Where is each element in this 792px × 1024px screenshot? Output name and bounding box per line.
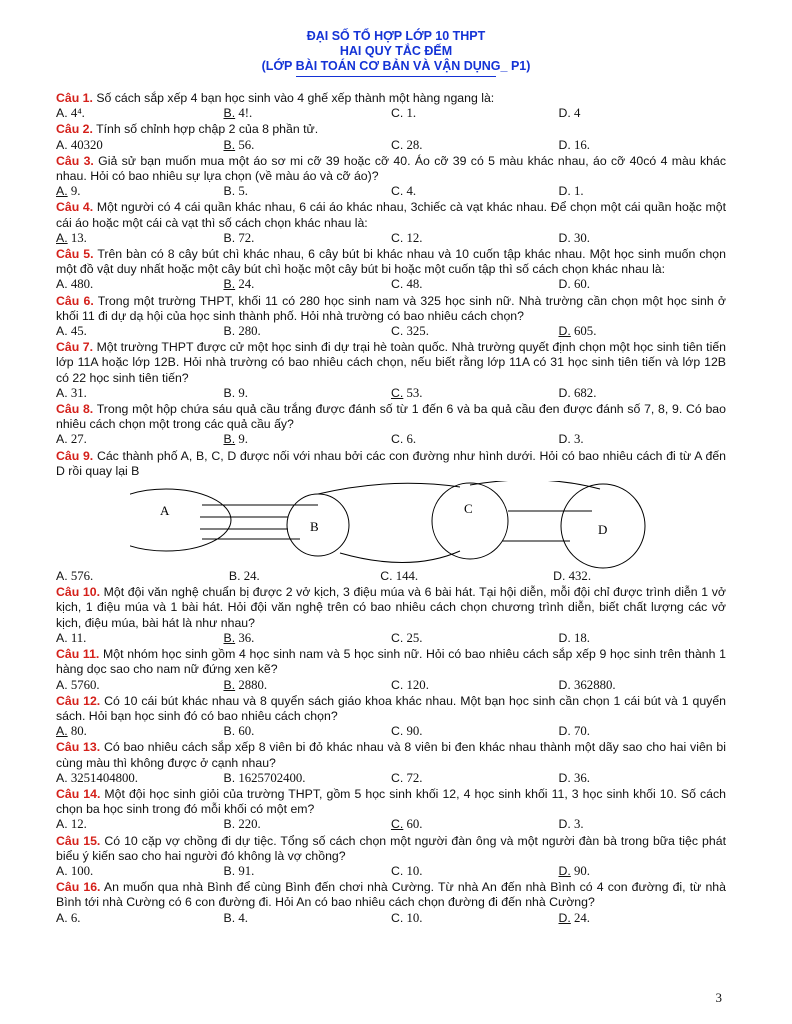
option-letter: D. xyxy=(558,432,571,447)
option-letter: C. xyxy=(380,569,393,584)
option-value: 28. xyxy=(403,137,423,152)
answer-options xyxy=(56,724,726,739)
option-b xyxy=(224,106,392,121)
option-value: 4⁴. xyxy=(67,106,85,121)
question-stem: Có bao nhiêu cách sắp xếp 8 viên bi đỏ khác nhau và 8 viên bi đen khác nhau thành một dãy sao cho hai viên bi cùng màu thì không được ở cạnh nhau? xyxy=(56,740,726,770)
answer-options xyxy=(56,231,726,246)
option-value: 60. xyxy=(570,277,591,292)
question-stem: Giả sử bạn muốn mua một áo sơ mi cỡ 39 hoặc cỡ 40. Áo cỡ 39 có 5 màu khác nhau, áo cỡ 40có 4 màu khác nhau. Hỏi có bao nhiêu sự lựa chọn (về màu áo và cỡ áo)? xyxy=(56,153,726,184)
option-letter: D. xyxy=(558,324,571,339)
answer-options xyxy=(56,864,726,879)
option-letter: C. xyxy=(391,817,404,832)
question-text xyxy=(56,585,726,631)
option-c xyxy=(391,631,559,646)
option-letter: D. xyxy=(558,677,571,692)
option-value: 70. xyxy=(570,724,591,739)
option-a xyxy=(56,911,224,926)
option-a xyxy=(56,771,224,786)
option-value: 36. xyxy=(570,770,591,785)
question-text xyxy=(56,694,726,724)
option-value: 4 xyxy=(570,106,581,121)
option-b xyxy=(224,911,392,926)
option-letter: C. xyxy=(391,385,404,400)
option-value: 40320 xyxy=(67,137,103,152)
option-d xyxy=(559,864,727,879)
option-a xyxy=(56,324,224,339)
question-5 xyxy=(56,247,726,293)
option-d xyxy=(553,569,726,584)
option-b xyxy=(224,138,392,153)
question-list xyxy=(56,91,726,927)
option-letter: D. xyxy=(558,385,571,400)
city-label-a: A xyxy=(160,503,170,519)
option-value: 12. xyxy=(67,817,87,832)
question-12 xyxy=(56,694,726,740)
question-stem: Trên bàn có 8 cây bút chì khác nhau, 6 cây bút bi khác nhau và 10 cuốn tập khác nhau. Một học sinh muốn chọn một đồ vật duy nhất hoặc một cây bút chì hoặc một cây bút bi hoặc một cuốn tập thì số cách chọn khác nhau là: xyxy=(56,247,726,277)
option-value: 72. xyxy=(403,770,423,785)
option-value: 9. xyxy=(67,184,81,199)
question-16 xyxy=(56,880,726,926)
answer-options xyxy=(56,432,726,447)
question-stem: Tính số chỉnh hợp chập 2 của 8 phần tử. xyxy=(92,122,319,137)
question-text xyxy=(56,740,726,770)
question-number: Câu 10. xyxy=(56,585,100,600)
option-letter: C. xyxy=(391,137,404,152)
option-value: 1. xyxy=(403,106,417,121)
option-value: 6. xyxy=(67,910,81,925)
option-letter: B. xyxy=(223,385,236,400)
option-value: 13. xyxy=(67,230,87,245)
option-letter: B. xyxy=(223,184,236,199)
question-1 xyxy=(56,91,726,121)
option-a xyxy=(56,184,224,199)
option-b xyxy=(224,231,392,246)
option-value: 3251404800. xyxy=(67,770,139,785)
option-letter: A. xyxy=(56,137,68,152)
option-letter: B. xyxy=(223,863,236,878)
question-text xyxy=(56,91,726,106)
city-label-c: C xyxy=(464,501,473,517)
option-a xyxy=(56,678,224,693)
answer-options xyxy=(56,386,726,401)
option-value: 25. xyxy=(403,630,423,645)
option-letter: D. xyxy=(553,569,566,584)
option-letter: B. xyxy=(223,724,236,739)
option-value: 605. xyxy=(570,324,597,339)
document-header xyxy=(0,29,792,77)
option-c xyxy=(391,724,559,739)
option-a xyxy=(56,106,224,121)
option-d xyxy=(559,106,727,121)
option-value: 280. xyxy=(235,324,261,339)
option-value: 48. xyxy=(403,277,423,292)
option-letter: B. xyxy=(223,817,236,832)
option-value: 24. xyxy=(570,910,591,925)
option-d xyxy=(559,724,727,739)
answer-options xyxy=(56,569,726,584)
question-15 xyxy=(56,834,726,880)
option-value: 90. xyxy=(570,863,591,878)
option-a xyxy=(56,864,224,879)
option-value: 1. xyxy=(570,184,584,199)
question-stem: Có 10 cặp vợ chồng đi dự tiệc. Tổng số cách chọn một người đàn ông và một người đàn bà trong bữa tiệc phát biểu ý kiến sao cho hai người đó không là vợ chồng? xyxy=(56,833,726,863)
question-13 xyxy=(56,740,726,786)
option-c xyxy=(391,911,559,926)
option-letter: A. xyxy=(56,432,68,447)
option-letter: A. xyxy=(56,324,68,339)
option-letter: A. xyxy=(56,385,68,400)
option-value: 11. xyxy=(67,630,87,645)
option-letter: A. xyxy=(56,630,68,645)
option-b xyxy=(224,817,392,832)
option-letter: D. xyxy=(558,106,571,121)
option-c xyxy=(391,231,559,246)
question-stem: An muốn qua nhà Bình để cùng Bình đến chơi nhà Cường. Từ nhà An đến nhà Bình có 4 con đường đi, từ nhà Bình tới nhà Cường có 6 con đường đi. Hỏi An có bao nhiêu cách chọn đường đi đến nhà Cường? xyxy=(56,880,726,910)
option-value: 3. xyxy=(570,817,584,832)
option-value: 27. xyxy=(67,432,87,447)
city-label-d: D xyxy=(598,522,608,538)
question-stem: Một đội văn nghệ chuẩn bị được 2 vở kịch, 3 điệu múa và 6 bài hát. Tại hội diễn, mỗi đội chỉ được trình diễn 1 vở kịch, 1 điệu múa và 1 bài hát. Hỏi đội văn nghệ trên có bao nhiêu cách chọn chương trình diễn, biết chất lượng các vở kịch, điệu múa, bài hát là như nhau? xyxy=(56,585,726,630)
answer-options xyxy=(56,277,726,292)
question-6 xyxy=(56,294,726,340)
option-letter: A. xyxy=(56,277,68,292)
option-letter: D. xyxy=(558,230,571,245)
option-letter: C. xyxy=(391,432,404,447)
option-letter: D. xyxy=(558,277,571,292)
city-road-diagram xyxy=(56,481,726,569)
option-d xyxy=(559,432,727,447)
answer-options xyxy=(56,911,726,926)
option-d xyxy=(559,631,727,646)
option-value: 2880. xyxy=(235,677,268,692)
option-c xyxy=(391,386,559,401)
option-d xyxy=(559,911,727,926)
option-value: 432. xyxy=(565,569,592,584)
question-text xyxy=(56,787,726,817)
option-a xyxy=(56,631,224,646)
header-title: ĐẠI SỐ TỔ HỢP LỚP 10 THPT xyxy=(306,29,486,43)
option-letter: B. xyxy=(223,770,236,785)
option-value: 120. xyxy=(403,677,429,692)
option-letter: C. xyxy=(391,277,404,292)
city-label-b: B xyxy=(310,519,319,535)
option-value: 60. xyxy=(235,724,255,739)
option-c xyxy=(391,864,559,879)
option-value: 90. xyxy=(403,724,423,739)
option-value: 1625702400. xyxy=(235,770,306,785)
option-value: 3. xyxy=(570,432,584,447)
option-letter: B. xyxy=(223,910,236,925)
answer-options xyxy=(56,324,726,339)
option-b xyxy=(224,324,392,339)
option-letter: B. xyxy=(228,569,241,584)
option-b xyxy=(224,724,392,739)
option-value: 682. xyxy=(570,385,597,400)
road-b-c xyxy=(318,483,460,494)
option-value: 72. xyxy=(235,230,255,245)
question-stem: Một trường THPT được cử một học sinh đi dự trại hè toàn quốc. Nhà trường quyết định chọn một học sinh tiên tiến lớp 11A hoặc lớp 12B. Hỏi nhà trường có bao nhiêu cách chọn, nếu biết rằng lớp 11A có 31 học sinh tiên tiến và lớp 12B có 22 học sinh tiên tiến? xyxy=(56,340,727,385)
option-value: 10. xyxy=(403,910,423,925)
question-4 xyxy=(56,200,726,246)
option-letter: D. xyxy=(558,910,571,925)
option-b xyxy=(224,386,392,401)
option-c xyxy=(391,138,559,153)
option-c xyxy=(391,817,559,832)
option-letter: D. xyxy=(558,817,571,832)
option-a xyxy=(56,569,229,584)
option-value: 16. xyxy=(570,137,591,152)
option-letter: D. xyxy=(558,137,571,152)
option-value: 9. xyxy=(235,385,248,400)
header-scope: (LỚP BÀI TOÁN CƠ BẢN VÀ VẬN DỤNG_ P1) xyxy=(261,59,531,73)
option-letter: A. xyxy=(56,106,68,121)
option-a xyxy=(56,138,224,153)
header-subtitle: HAI QUY TẮC ĐẾM xyxy=(339,44,453,58)
question-number: Câu 16. xyxy=(56,880,101,895)
answer-options xyxy=(56,678,726,693)
option-d xyxy=(559,231,727,246)
option-value: 100. xyxy=(67,863,94,878)
option-value: 18. xyxy=(570,630,591,645)
option-letter: C. xyxy=(391,324,404,339)
question-number: Câu 6. xyxy=(56,293,94,308)
option-value: 362880. xyxy=(570,677,616,692)
question-text xyxy=(56,449,726,479)
option-a xyxy=(56,432,224,447)
option-value: 30. xyxy=(570,230,591,245)
option-c xyxy=(391,277,559,292)
question-stem: Có 10 cái bút khác nhau và 8 quyển sách giáo khoa khác nhau. Một bạn học sinh cần chọn 1 cái bút và 1 quyển sách. Hỏi bạn học sinh đó có bao nhiêu cách chọn? xyxy=(56,693,726,723)
option-letter: B. xyxy=(223,106,236,121)
answer-options xyxy=(56,631,726,646)
option-a xyxy=(56,277,224,292)
question-number: Câu 4. xyxy=(56,200,94,215)
option-b xyxy=(224,631,392,646)
question-8 xyxy=(56,402,726,448)
option-letter: C. xyxy=(391,724,404,739)
option-value: 53. xyxy=(403,385,423,400)
question-number: Câu 13. xyxy=(56,740,101,755)
road-b-c xyxy=(340,551,460,563)
option-b xyxy=(224,277,392,292)
answer-options xyxy=(56,184,726,199)
option-value: 6. xyxy=(403,432,417,447)
option-letter: A. xyxy=(56,817,68,832)
question-14 xyxy=(56,787,726,833)
option-letter: C. xyxy=(391,106,404,121)
option-value: 60. xyxy=(403,817,423,832)
option-letter: A. xyxy=(56,770,68,785)
question-number: Câu 9. xyxy=(56,448,94,463)
option-letter: A. xyxy=(56,184,68,199)
option-letter: B. xyxy=(223,277,236,292)
question-9 xyxy=(56,449,726,585)
option-c xyxy=(391,678,559,693)
option-value: 4. xyxy=(403,184,417,199)
option-letter: D. xyxy=(558,630,571,645)
question-stem: Trong một trường THPT, khối 11 có 280 học sinh nam và 325 học sinh nữ. Nhà trường cần chọn một học sinh ở khối 11 đi dự dạ hội của học sinh thành phố. Hỏi nhà trường có bao nhiêu cách chọn? xyxy=(56,293,726,323)
question-number: Câu 1. xyxy=(56,91,93,105)
option-value: 80. xyxy=(67,724,87,739)
option-letter: B. xyxy=(223,137,236,152)
option-value: 91. xyxy=(235,863,255,878)
option-value: 24. xyxy=(235,277,255,292)
option-d xyxy=(559,771,727,786)
option-b xyxy=(224,678,392,693)
option-d xyxy=(559,386,727,401)
question-number: Câu 14. xyxy=(56,786,101,801)
question-text xyxy=(56,880,726,910)
question-stem: Trong một hộp chứa sáu quả cầu trắng được đánh số từ 1 đến 6 và ba quả cầu đen được đánh số 7, 8, 9. Có bao nhiêu cách chọn một trong các quả cầu ấy? xyxy=(56,402,726,432)
city-circle-a xyxy=(130,489,231,551)
question-11 xyxy=(56,647,726,693)
option-letter: A. xyxy=(56,910,68,925)
question-text xyxy=(56,154,726,184)
option-value: 325. xyxy=(403,324,429,339)
question-text xyxy=(56,200,726,230)
option-b xyxy=(224,432,392,447)
option-a xyxy=(56,724,224,739)
question-stem: Số cách sắp xếp 4 bạn học sinh vào 4 ghế xếp thành một hàng ngang là: xyxy=(92,91,495,105)
option-d xyxy=(559,324,727,339)
question-text xyxy=(56,294,726,324)
option-letter: C. xyxy=(391,230,404,245)
option-letter: A. xyxy=(56,677,68,692)
option-value: 220. xyxy=(235,817,261,832)
city-circle-c xyxy=(432,483,508,559)
question-2 xyxy=(56,122,726,152)
option-d xyxy=(559,184,727,199)
question-stem: Một người có 4 cái quần khác nhau, 6 cái áo khác nhau, 3chiếc cà vạt khác nhau. Để chọn một cái quần hoặc một cái áo hoặc một cái cà vạt thì số cách chọn khác nhau là: xyxy=(56,200,727,230)
option-c xyxy=(391,184,559,199)
option-letter: C. xyxy=(391,770,404,785)
option-value: 36. xyxy=(235,630,255,645)
question-7 xyxy=(56,340,726,401)
option-letter: A. xyxy=(56,230,68,245)
option-letter: D. xyxy=(558,724,571,739)
option-value: 24. xyxy=(240,569,260,584)
question-text xyxy=(56,122,726,137)
option-b xyxy=(224,864,392,879)
option-letter: B. xyxy=(223,630,236,645)
option-value: 4. xyxy=(235,910,248,925)
option-value: 9. xyxy=(235,432,248,447)
option-d xyxy=(559,817,727,832)
page-number: 3 xyxy=(715,990,722,1005)
option-letter: A. xyxy=(56,724,68,739)
question-text xyxy=(56,834,726,864)
question-text xyxy=(56,647,726,677)
question-text xyxy=(56,402,726,432)
question-text xyxy=(56,340,726,386)
answer-options xyxy=(56,106,726,121)
question-number: Câu 11. xyxy=(56,647,100,662)
option-b xyxy=(224,771,392,786)
option-value: 4!. xyxy=(235,106,253,121)
option-value: 5. xyxy=(235,184,248,199)
header-divider xyxy=(296,76,496,77)
option-b xyxy=(224,184,392,199)
option-value: 576. xyxy=(67,569,94,584)
option-letter: B. xyxy=(223,324,236,339)
option-a xyxy=(56,817,224,832)
option-c xyxy=(391,324,559,339)
question-number: Câu 8. xyxy=(56,402,94,417)
diagram-svg xyxy=(130,481,650,569)
option-letter: C. xyxy=(391,630,404,645)
option-letter: C. xyxy=(391,863,404,878)
option-letter: A. xyxy=(56,863,68,878)
option-letter: D. xyxy=(558,770,571,785)
option-letter: D. xyxy=(558,863,571,878)
option-value: 12. xyxy=(403,230,423,245)
option-value: 5760. xyxy=(67,677,100,692)
option-a xyxy=(56,231,224,246)
option-value: 144. xyxy=(392,569,419,584)
question-text xyxy=(56,247,726,277)
question-number: Câu 12. xyxy=(56,693,101,708)
answer-options xyxy=(56,138,726,153)
option-letter: B. xyxy=(223,677,236,692)
option-letter: B. xyxy=(223,230,236,245)
question-3 xyxy=(56,154,726,200)
option-value: 480. xyxy=(67,277,94,292)
option-d xyxy=(559,138,727,153)
answer-options xyxy=(56,817,726,832)
option-c xyxy=(391,432,559,447)
option-value: 10. xyxy=(403,863,423,878)
question-10 xyxy=(56,585,726,646)
option-value: 56. xyxy=(235,137,255,152)
option-value: 31. xyxy=(67,385,87,400)
option-c xyxy=(391,106,559,121)
question-number: Câu 15. xyxy=(56,833,101,848)
option-letter: C. xyxy=(391,677,404,692)
option-c xyxy=(380,569,553,584)
question-number: Câu 7. xyxy=(56,340,94,355)
answer-options xyxy=(56,771,726,786)
road-c-d xyxy=(470,481,600,489)
option-letter: C. xyxy=(391,910,404,925)
question-number: Câu 5. xyxy=(56,247,94,262)
option-d xyxy=(559,678,727,693)
question-number: Câu 2. xyxy=(56,122,93,137)
option-b xyxy=(229,569,380,584)
option-c xyxy=(391,771,559,786)
question-stem: Các thành phố A, B, C, D được nối với nhau bởi các con đường như hình dưới. Hỏi có bao nhiêu cách đi từ A đến D rồi quay lại B xyxy=(56,448,726,478)
question-stem: Một nhóm học sinh gồm 4 học sinh nam và 5 học sinh nữ. Hỏi có bao nhiêu cách sắp xếp 9 học sinh trên thành 1 hàng dọc sao cho nam nữ đứng xen kẽ? xyxy=(56,647,726,677)
question-stem: Một đội học sinh giỏi của trường THPT, gồm 5 học sinh khối 12, 4 học sinh khối 11, 3 học sinh khối 10. Số cách chọn ba học sinh trong đó mỗi khối có một em? xyxy=(56,786,726,817)
option-d xyxy=(559,277,727,292)
option-letter: D. xyxy=(558,184,571,199)
option-letter: B. xyxy=(223,432,236,447)
option-value: 45. xyxy=(67,324,87,339)
option-a xyxy=(56,386,224,401)
question-number: Câu 3. xyxy=(56,153,94,168)
option-letter: A. xyxy=(56,569,68,584)
option-letter: C. xyxy=(391,184,404,199)
